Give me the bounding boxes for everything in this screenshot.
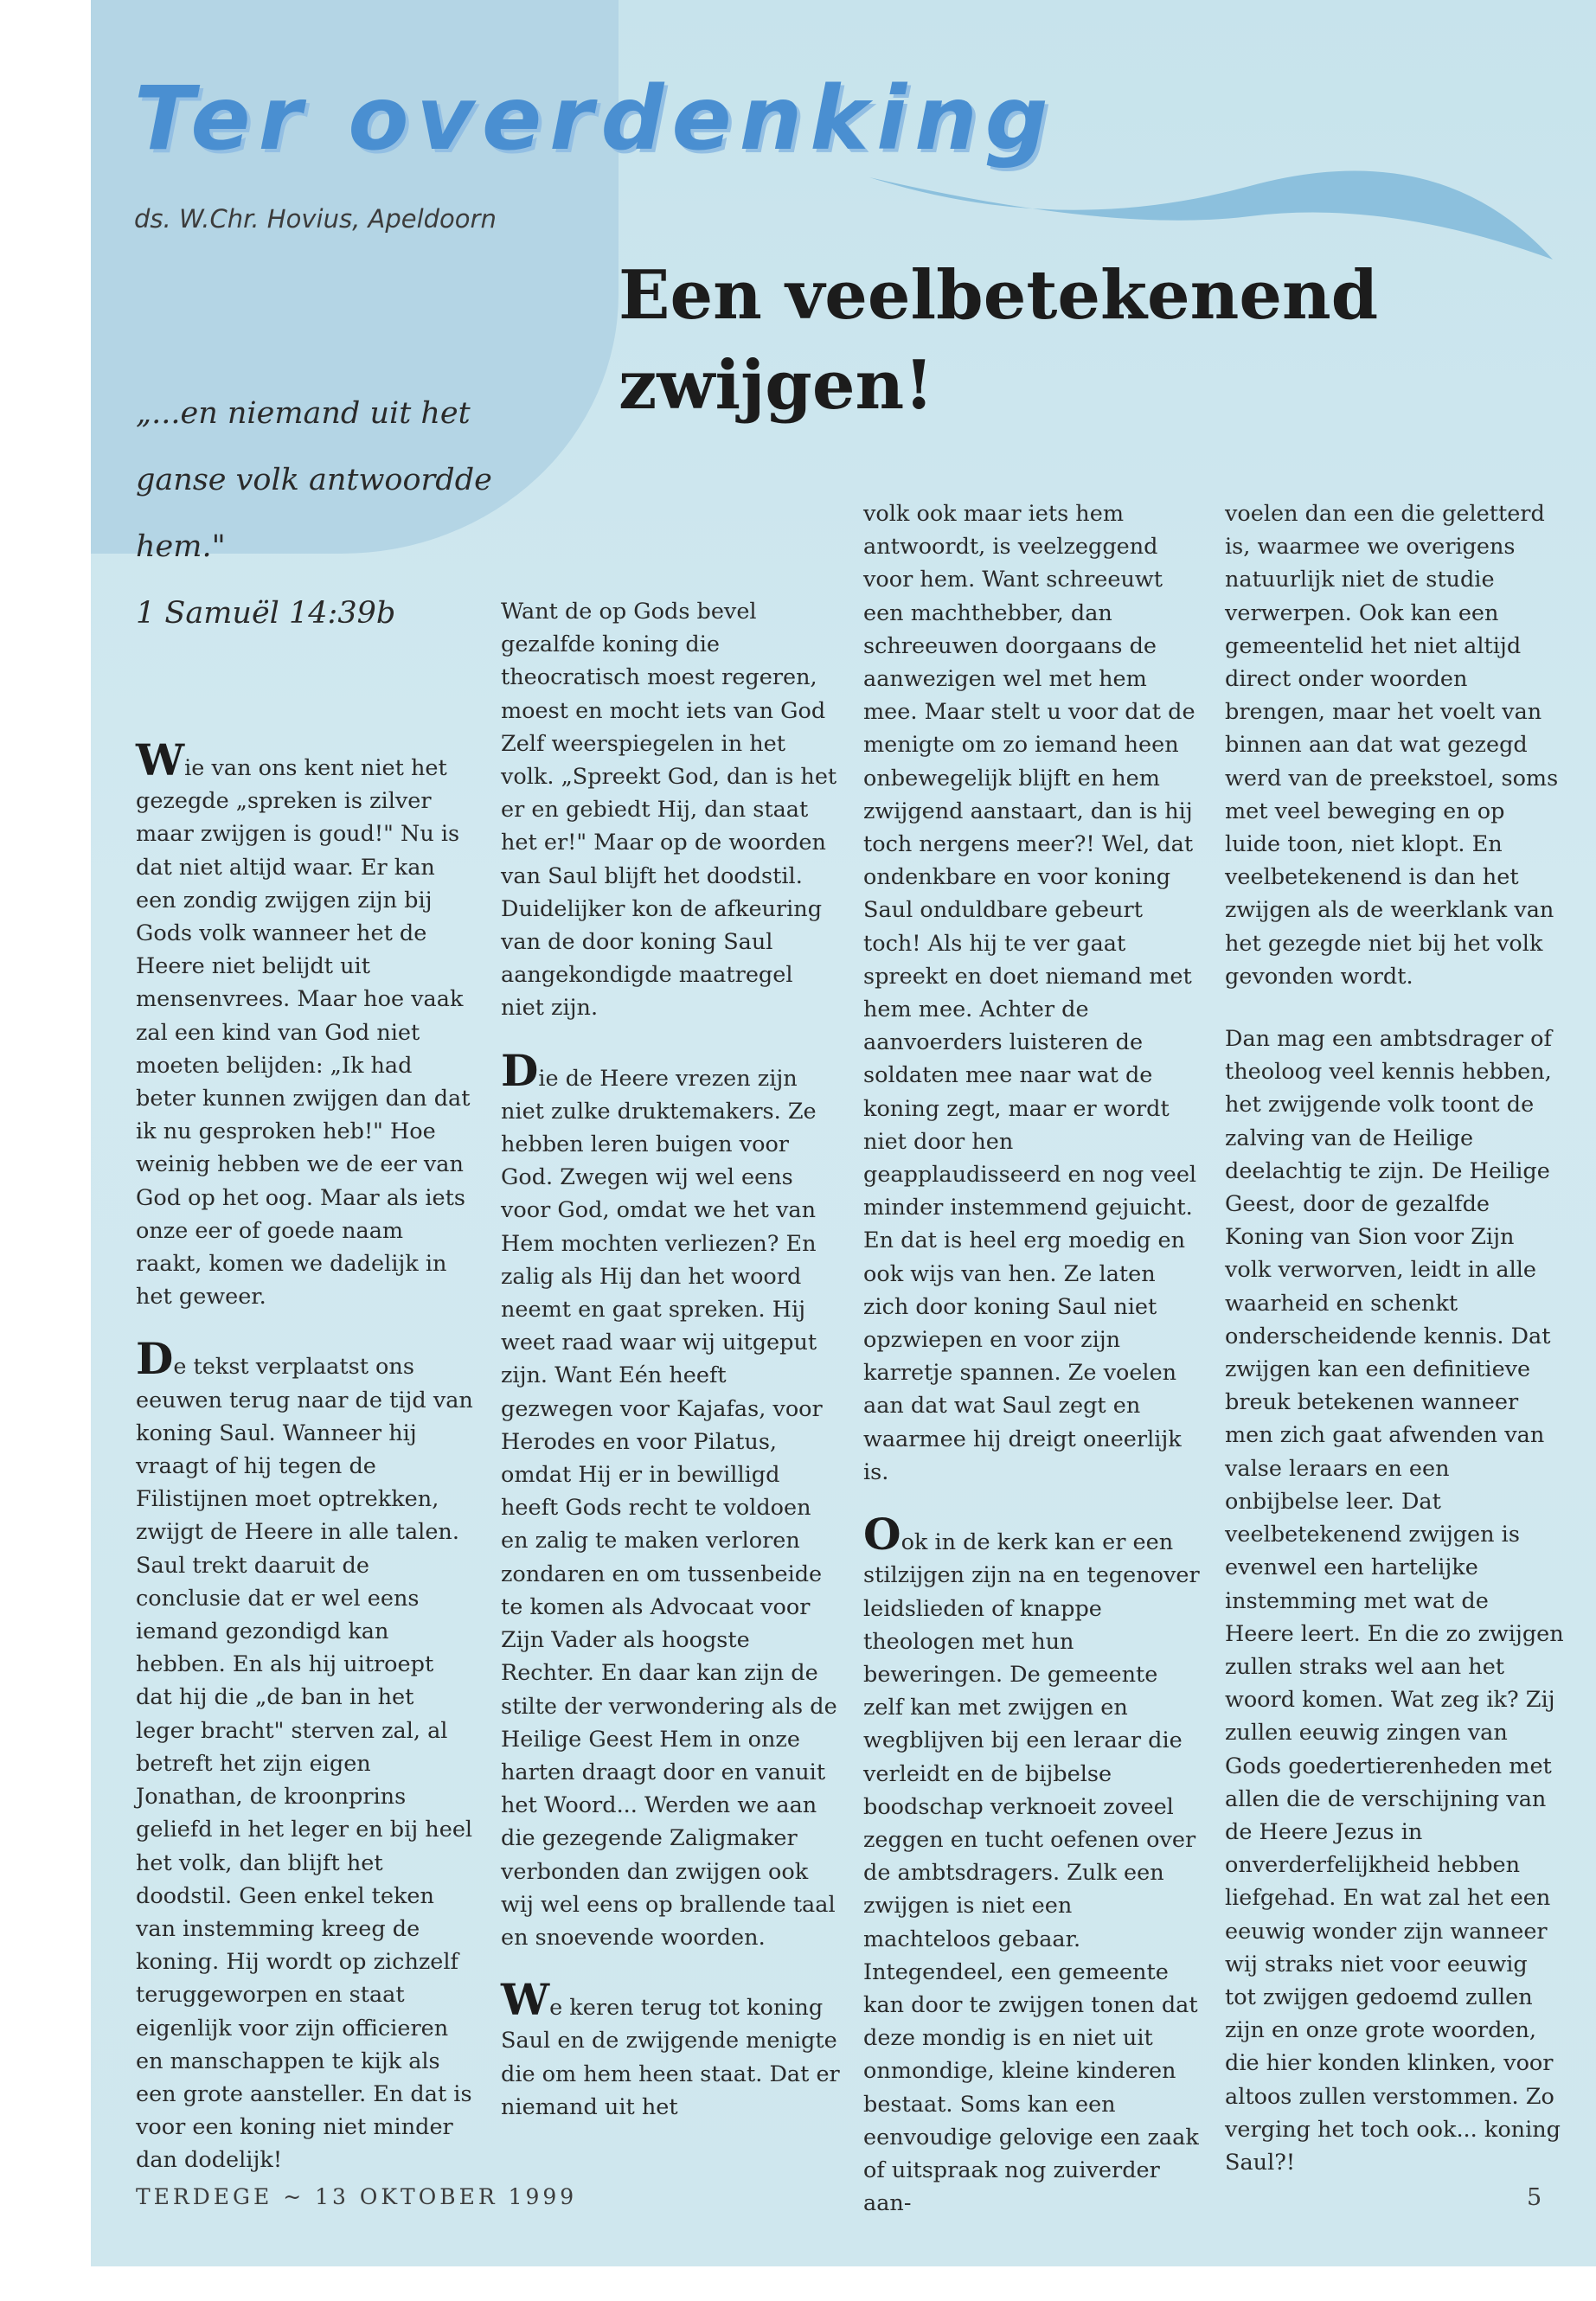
paragraph [1225, 1022, 1564, 2179]
drop-cap: D [136, 1333, 174, 1385]
drop-cap: W [136, 734, 185, 785]
paragraph-text: ie de Heere vrezen zijn niet zulke druktemakers. Ze hebben leren buigen voor God. Zwegen wij wel eens voor God, omdat we het van Hem mochten verliezen? En zalig als Hij dan het woord neemt en gaat spreken. Hij weet raad waar wij uitgeput zijn. Want Eén heeft gezwegen voor Kajafas, voor Herodes en voor Pilatus, omdat Hij er in bewilligd heeft Gods recht te voldoen en zalig te maken verloren zondaren en om tussenbeide te komen als Advocaat voor Zijn Vader als hoogste Rechter. En daar kan zijn de stilte der verwondering als de Heilige Geest Hem in onze harten draagt door en vanuit het Woord... Werden we aan die gezegende Zaligmaker verbonden dan zwijgen ook wij wel eens op brallende taal en snoevende woorden. [501, 1065, 837, 1951]
wave-shape [869, 170, 1553, 260]
paragraph [863, 497, 1202, 1489]
paragraph [1225, 497, 1564, 993]
drop-cap: W [501, 1974, 550, 2026]
paragraph-text: Dan mag een ambtsdrager of theoloog veel kennis hebben, het zwijgende volk toont de zalving van de Heilige deelachtig te zijn. De Heilige Geest, door de gezalfde Koning van Sion voor Zijn volk verworven, leidt in alle waarheid en schenkt onderscheidende kennis. Dat zwijgen kan een definitieve breuk betekenen wanneer men zich gaat afwenden van valse leraars en een onbijbelse leer. Dat veelbetekenend zwijgen is evenwel een hartelijke instemming met wat de Heere leert. En die zo zwijgen zullen straks wel aan het woord komen. Wat zeg ik? Zij zullen eeuwig zingen van Gods goedertierenheden met allen die de verschijning van de Heere Jezus in onverderfelijkheid hebben liefgehad. En wat zal het een eeuwig wonder zijn wanneer wij straks niet voor eeuwig tot zwijgen gedoemd zullen zijn en onze grote woorden, die hier konden klinken, voor altoos zullen verstommen. Zo verging het toch ook... koning Saul?! [1225, 1026, 1564, 2176]
paragraph [501, 595, 840, 1025]
paragraph [136, 734, 475, 1313]
column-1 [136, 734, 475, 2207]
footer-publication: TERDEGE ~ 13 OKTOBER 1999 [136, 2184, 578, 2209]
magazine-page [91, 0, 1596, 2266]
quote-reference: 1 Samuël 14:39b [136, 596, 396, 631]
paragraph [501, 1044, 840, 1954]
paragraph [136, 1333, 475, 2176]
quote-text: „...en niemand uit het ganse volk antwoordde hem." [136, 396, 492, 564]
column-3 [863, 497, 1202, 2249]
author-byline: ds. W.Chr. Hovius, Apeldoorn [134, 204, 497, 234]
paragraph-text: e tekst verplaatst ons eeuwen terug naar de tijd van koning Saul. Wanneer hij vraagt of hij tegen de Filistijnen moet optrekken, zwijgt de Heere in alle talen. Saul trekt daaruit de conclusie dat er wel eens iemand gezondigd kan hebben. En als hij uitroept dat hij die „de ban in het leger bracht" sterven zal, al betreft het zijn eigen Jonathan, de kroonprins geliefd in het leger en bij heel het volk, dan blijft het doodstil. Geen enkel teken van instemming kreeg de koning. Hij wordt op zichzelf teruggeworpen en staat eigenlijk voor zijn officieren en manschappen te kijk als een grote aansteller. En dat is voor een koning niet minder dan dodelijk! [136, 1354, 473, 2174]
drop-cap: O [863, 1509, 901, 1561]
paragraph-text: voelen dan een die geletterd is, waarmee we overigens natuurlijk niet de studie verwerpen. Ook kan een gemeentelid het niet altijd direct onder woorden brengen, maar het voelt van binnen aan dat wat gezegd werd van de preekstoel, soms met veel beweging en op luide toon, niet klopt. En veelbetekenend is dan het zwijgen als de weerklank van het gezegde niet bij het volk gevonden wordt. [1225, 501, 1559, 990]
paragraph-text: ie van ons kent niet het gezegde „spreken is zilver maar zwijgen is goud!" Nu is dat niet altijd waar. Er kan een zondig zwijgen zijn bij Gods volk wanneer het de Heere niet belijdt uit mensenvrees. Maar hoe vaak zal een kind van God niet moeten belijden: „Ik had beter kunnen zwijgen dan dat ik nu gesproken heb!" Hoe weinig hebben we de eer van God op het oog. Maar als iets onze eer of goede naam raakt, komen we dadelijk in het geweer. [136, 755, 471, 1311]
page-number: 5 [1527, 2184, 1542, 2211]
drop-cap: D [501, 1044, 539, 1096]
paragraph-text: e keren terug tot koning Saul en de zwijgende menigte die om hem heen staat. Dat er niemand uit het [501, 1995, 840, 2120]
paragraph-text: volk ook maar iets hem antwoordt, is veelzeggend voor hem. Want schreeuwt een machthebber, dan schreeuwen doorgaans de aanwezigen wel met hem mee. Maar stelt u voor dat de menigte om zo iemand heen onbewegelijk blijft en hem zwijgend aanstaart, dan is hij toch nergens meer?! Wel, dat ondenkbare en voor koning Saul onduldbare gebeurt toch! Als hij te ver gaat spreekt en doet niemand met hem mee. Achter de aanvoerders luisteren de soldaten mee naar wat de koning zegt, maar er wordt niet door hen geapplaudisseerd en nog veel minder instemmend gejuicht. En dat is heel erg moedig en ook wijs van hen. Ze laten zich door koning Saul niet opzwiepen en voor zijn karretje spannen. Ze voelen aan dat wat Saul zegt en waarmee hij dreigt oneerlijk is. [863, 501, 1197, 1485]
article-title: Een veelbetekenend zwijgen! [619, 256, 1379, 425]
paragraph [501, 1974, 840, 2124]
column-2 [501, 595, 840, 2153]
paragraph-text: ok in de kerk kan er een stilzijgen zijn na en tegenover leidslieden of knappe theologen met hun beweringen. De gemeente zelf kan met zwijgen en wegblijven bij een leraar die verleidt en de bijbelse boodschap verknoeit zoveel zeggen en tucht oefenen over de ambtsdragers. Zulk een zwijgen is niet een machteloos gebaar. Integendeel, een gemeente kan door te zwijgen tonen dat deze mondig is en niet uit onmondige, kleine kinderen bestaat. Soms kan een eenvoudige gelovige een zaak of uitspraak nog zuiverder aan- [863, 1529, 1200, 2217]
scripture-quote [136, 381, 516, 647]
paragraph [863, 1509, 1202, 2220]
paragraph-text: Want de op Gods bevel gezalfde koning die theocratisch moest regeren, moest en mocht iets van God Zelf weerspiegelen in het volk. „Spreekt God, dan is het er en gebiedt Hij, dan staat het er!" Maar op de woorden van Saul blijft het doodstil. Duidelijker kon de afkeuring van de door koning Saul aangekondigde maatregel niet zijn. [501, 599, 837, 1022]
section-kicker: Ter overdenking [134, 67, 1056, 170]
column-4 [1225, 497, 1564, 2208]
